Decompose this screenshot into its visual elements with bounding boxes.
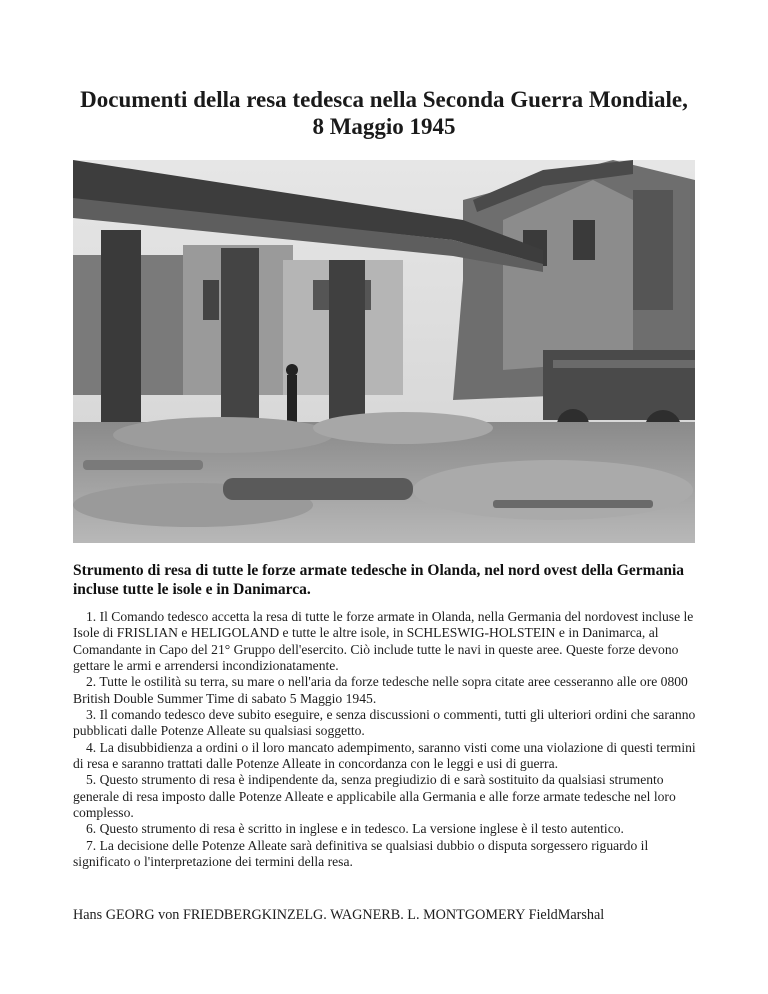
article-4: 4. La disubbidienza a ordini o il loro mancato adempimento, saranno visti come una violazione di questi termini di resa e saranno trattati dalle Potenze Alleate in concordanza con le leggi e usi di guerra. xyxy=(73,739,696,772)
page-title-line-2: 8 Maggio 1945 xyxy=(312,114,456,139)
document-subtitle: Strumento di resa di tutte le forze armate tedesche in Olanda, nel nord ovest della Germania incluse tutte le isole e in Danimarca. xyxy=(73,562,685,598)
page-title-line-1: Documenti della resa tedesca nella Seconda Guerra Mondiale, xyxy=(80,87,688,112)
article-1: 1. Il Comando tedesco accetta la resa di tutte le forze armate in Olanda, nella Germania del nordovest incluse le Isole di FRISLIAN e HELIGOLAND e tutte le altre isole, in SCHLESWIG-HOLSTEIN e in Danimarca, al Comandante in Capo del 21° Gruppo dell'esercito. Ciò include tutte le navi in queste aree. Queste forze devono gettare le armi e arrendersi incondizionatamente. xyxy=(73,609,694,674)
page-title xyxy=(0,86,768,140)
document-body xyxy=(73,609,705,871)
article-3: 3. Il comando tedesco deve subito eseguire, e senza discussioni o commenti, tutti gli ulteriori ordini che saranno pubblicati dalle Potenze Alleate su qualsiasi soggetto. xyxy=(73,707,696,739)
war-ruins-photo xyxy=(73,160,695,543)
article-5: 5. Questo strumento di resa è indipendente da, senza pregiudizio di e sarà sostituito da qualsiasi strumento generale di resa imposto dalle Potenze Alleate e applicabile alla Germania e alle forze armate tedesche nel loro complesso. xyxy=(73,772,676,821)
article-7: 7. La decisione delle Potenze Alleate sarà definitiva se qualsiasi dubbio o disputa sorgessero riguardo il significato o l'interpretazione dei termini della resa. xyxy=(73,837,649,870)
article-2: 2. Tutte le ostilità su terra, su mare o nell'aria da forze tedesche nelle sopra citate aree cesseranno alle ore 0800 British Double Summer Time di sabato 5 Maggio 1945. xyxy=(73,674,688,706)
signatures-line: Hans GEORG von FRIEDBERGKINZELG. WAGNERB. L. MONTGOMERY FieldMarshal xyxy=(73,907,605,923)
article-6: 6. Questo strumento di resa è scritto in inglese e in tedesco. La versione inglese è il testo autentico. xyxy=(86,821,624,837)
